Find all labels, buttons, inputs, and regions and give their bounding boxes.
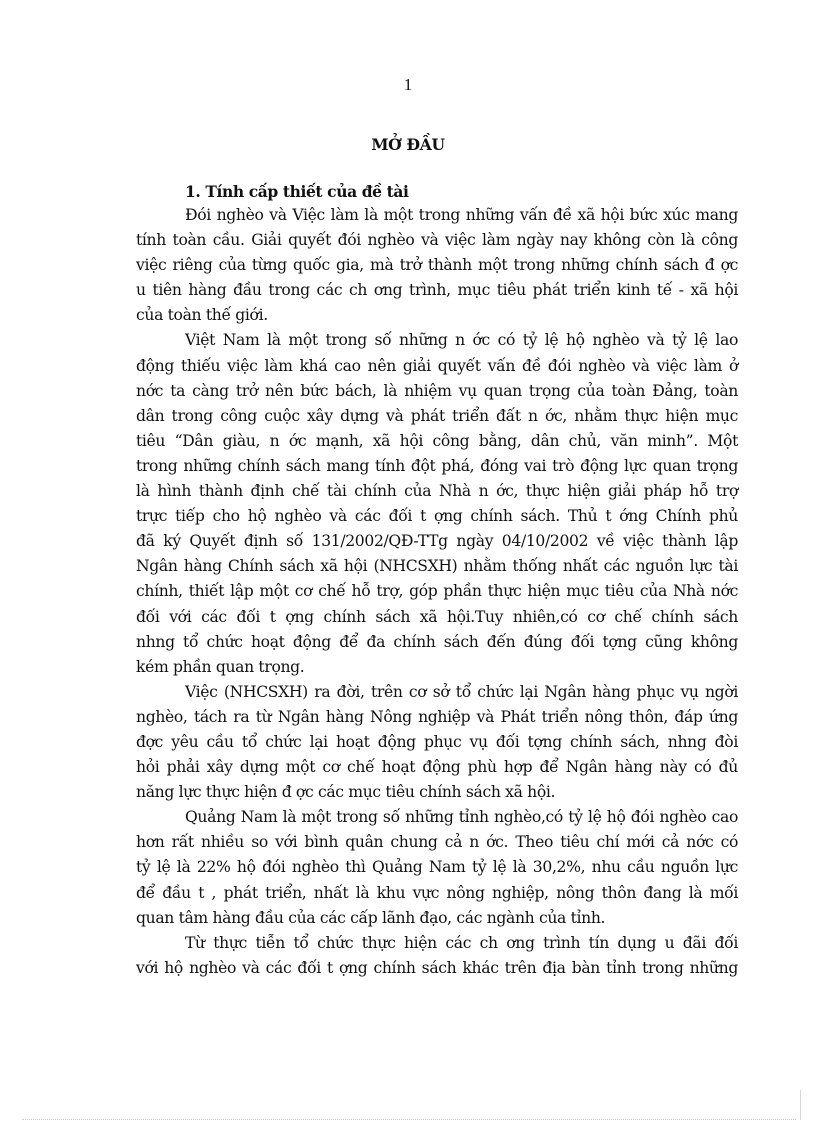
text-line: u tiên hàng đầu trong các ch ơng trình, mục tiêu phát triển kinh tế - xã hội <box>136 281 738 300</box>
text-line: nhng tổ chức hoạt động để đa chính sách đến đúng đối tợng cũng không <box>136 632 738 651</box>
text-line: động thiếu việc làm khá cao nên giải quyết vấn đề đói nghèo và việc làm ở <box>136 356 738 375</box>
text-line: đợc yêu cầu tổ chức lại hoạt động phục vụ đối tợng chính sách, nhng đòi <box>136 732 738 751</box>
text-line: là hình thành định chế tài chính của Nhà n ớc, thực hiện giải pháp hỗ trợ <box>136 482 738 501</box>
page-number: 1 <box>403 75 413 94</box>
text-line: Quảng Nam là một trong số những tỉnh nghèo,có tỷ lệ hộ đói nghèo cao <box>185 808 738 827</box>
text-line: đối với các đối t ợng chính sách xã hội.Tuy nhiên,có cơ chế chính sách <box>136 607 738 626</box>
text-line: trực tiếp cho hộ nghèo và các đối t ợng chính sách. Thủ t ớng Chính phủ <box>136 507 738 526</box>
text-line: tiêu “Dân giàu, n ớc mạnh, xã hội công bằng, dân chủ, văn minh”. Một <box>136 431 738 450</box>
text-line: Việc (NHCSXH) ra đời, trên cơ sở tổ chức lại Ngân hàng phục vụ ngời <box>185 682 738 701</box>
text-line: hơn rất nhiều so với bình quân chung cả n ớc. Theo tiêu chí mới cả nớc có <box>136 833 738 852</box>
text-line: trong những chính sách mang tính đột phá, đóng vai trò động lực quan trọng <box>136 456 738 475</box>
text-line: quan tâm hàng đầu của các cấp lãnh đạo, các ngành của tỉnh. <box>136 908 606 927</box>
page-corner-mark <box>800 1090 801 1120</box>
text-line: hỏi phải xây dựng một cơ chế hoạt động phù hợp để Ngân hàng này có đủ <box>136 758 738 777</box>
text-line: dân trong công cuộc xây dựng và phát triển đất n ớc, nhằm thực hiện mục <box>136 406 738 425</box>
text-line: Đói nghèo và Việc làm là một trong những vấn đề xã hội bức xúc mang <box>185 206 738 224</box>
text-line: chính, thiết lập một cơ chế hỗ trợ, góp phần thực hiện mục tiêu của Nhà nớc <box>136 582 738 601</box>
text-line: năng lực thực hiện đ ợc các mục tiêu chính sách xã hội. <box>136 783 556 802</box>
page-bottom-rule <box>22 1119 796 1120</box>
text-line: tỷ lệ là 22% hộ đói nghèo thì Quảng Nam tỷ lệ là 30,2%, nhu cầu nguồn lực <box>136 858 738 877</box>
text-line: của toàn thế giới. <box>136 306 268 325</box>
text-line: Từ thực tiễn tổ chức thực hiện các ch ơng trình tín dụng u đãi đối <box>185 933 738 952</box>
section-heading: 1. Tính cấp thiết của đề tài <box>185 182 409 201</box>
text-line: tính toàn cầu. Giải quyết đói nghèo và việc làm ngày nay không còn là công <box>136 231 738 250</box>
text-line: Việt Nam là một trong số những n ớc có tỷ lệ hộ nghèo và tỷ lệ lao <box>185 331 738 350</box>
body-text <box>136 203 738 981</box>
text-line: đã ký Quyết định số 131/2002/QĐ-TTg ngày 04/10/2002 về việc thành lập <box>136 532 738 551</box>
text-line: nớc ta càng trở nên bức bách, là nhiệm vụ quan trọng của toàn Đảng, toàn <box>136 381 738 400</box>
text-line: việc riêng của từng quốc gia, mà trở thành một trong những chính sách đ ợc <box>136 256 738 275</box>
text-line: kém phần quan trọng. <box>136 657 305 676</box>
text-line: nghèo, tách ra từ Ngân hàng Nông nghiệp và Phát triển nông thôn, đáp ứng <box>136 707 738 726</box>
page-title: MỞ ĐẦU <box>371 135 445 154</box>
text-line: với hộ nghèo và các đối t ợng chính sách khác trên địa bàn tỉnh trong những <box>136 958 738 977</box>
text-line: Ngân hàng Chính sách xã hội (NHCSXH) nhằm thống nhất các nguồn lực tài <box>136 557 738 576</box>
text-line: để đầu t , phát triển, nhất là khu vực nông nghiệp, nông thôn đang là mối <box>136 883 738 902</box>
